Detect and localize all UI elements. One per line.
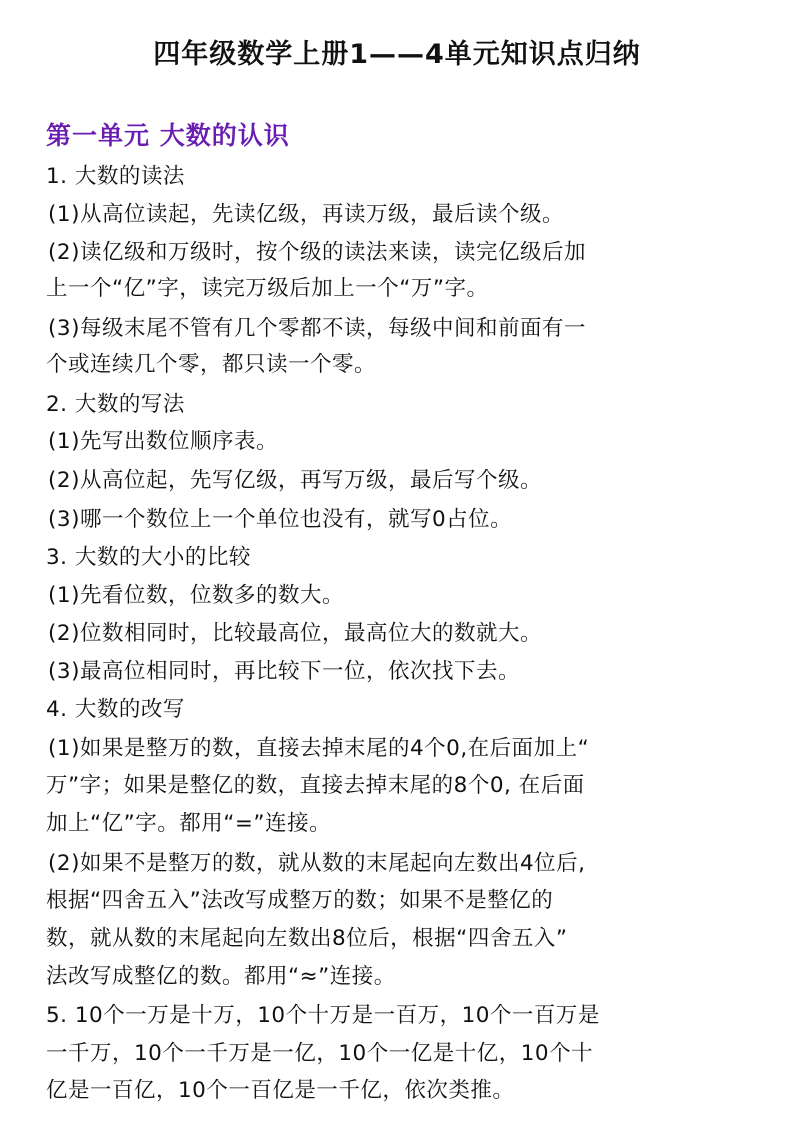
page-title: 四年级数学上册1——4单元知识点归纳: [153, 39, 641, 70]
text-line: 根据“四舍五入”法改写成整万的数；如果不是整亿的: [46, 888, 554, 913]
text-line: 数，就从数的末尾起向左数出8位后，根据“四舍五入”: [46, 926, 568, 951]
section-heading-reading: 1. 大数的读法: [46, 164, 185, 189]
text-line: 法改写成整亿的数。都用“≈”连接。: [46, 964, 396, 989]
text-line: 上一个“亿”字，读完万级后加上一个“万”字。: [46, 276, 489, 301]
text-line: (2)读亿级和万级时，按个级的读法来读，读完亿级后加: [48, 240, 586, 265]
text-line: 亿是一百亿，10个一百亿是一千亿，依次类推。: [46, 1078, 515, 1103]
text-line: (1)先写出数位顺序表。: [48, 429, 278, 454]
text-line: 个或连续几个零，都只读一个零。: [46, 352, 377, 377]
section-item-5: 5. 10个一万是十万，10个十万是一百万，10个一百万是: [46, 1003, 600, 1028]
text-line: (3)每级末尾不管有几个零都不读，每级中间和前面有一: [48, 316, 586, 341]
section-heading-comparison: 3. 大数的大小的比较: [46, 545, 251, 570]
text-line: 一千万，10个一千万是一亿，10个一亿是十亿，10个十: [46, 1041, 594, 1066]
text-line: (3)哪一个数位上一个单位也没有，就写0占位。: [48, 507, 513, 532]
text-line: 万”字；如果是整亿的数，直接去掉末尾的8个0, 在后面: [46, 773, 585, 798]
text-line: (1)如果是整万的数，直接去掉末尾的4个0,在后面加上“: [48, 736, 590, 761]
text-line: (1)先看位数，位数多的数大。: [48, 583, 344, 608]
text-line: 加上“亿”字。都用“=”连接。: [46, 811, 332, 836]
section-heading-writing: 2. 大数的写法: [46, 392, 185, 417]
text-line: (2)从高位起，先写亿级，再写万级，最后写个级。: [48, 468, 542, 493]
text-line: (2)如果不是整万的数，就从数的末尾起向左数出4位后,: [48, 851, 586, 876]
section-heading-rewriting: 4. 大数的改写: [46, 697, 185, 722]
text-line: (2)位数相同时，比较最高位，最高位大的数就大。: [48, 621, 542, 646]
text-line: (3)最高位相同时，再比较下一位，依次找下去。: [48, 659, 520, 684]
text-line: (1)从高位读起，先读亿级，再读万级，最后读个级。: [48, 202, 564, 227]
unit-heading: 第一单元 大数的认识: [46, 121, 290, 150]
